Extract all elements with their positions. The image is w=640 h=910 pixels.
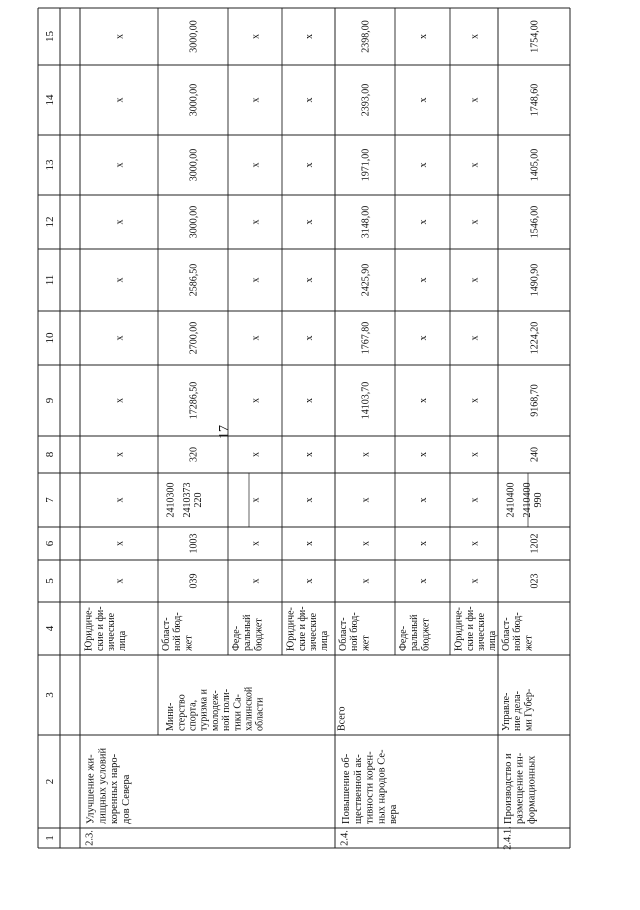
- cell-col10-line: x: [304, 335, 315, 341]
- cell-col10-line: 1767,80: [360, 321, 372, 355]
- cell-col11: [361, 264, 372, 297]
- funding-source-line: жет: [523, 635, 535, 651]
- cell-col5-line: x: [360, 578, 372, 584]
- cell-col9-line: 17286,50: [188, 381, 200, 420]
- cell-col14: [304, 98, 315, 103]
- cell-col15-line: x: [250, 34, 262, 39]
- funding-source-line: лица: [319, 630, 331, 651]
- cell-col14: [251, 98, 262, 103]
- cell-col7-line: 2410300: [165, 482, 177, 518]
- cell-col15: [304, 34, 315, 39]
- cell-col11-line: x: [114, 277, 126, 283]
- cell-col12-line: x: [418, 219, 429, 225]
- cell-col6: [189, 534, 200, 554]
- cell-col15-line: x: [418, 34, 429, 39]
- cell-col14-line: 2393,00: [360, 83, 372, 117]
- cell-col7: [506, 483, 517, 518]
- cell-col8: [361, 452, 372, 457]
- cell-col10-line: x: [114, 335, 126, 341]
- column-number-line: 10: [43, 332, 56, 344]
- cell-col11-line: 1490,90: [529, 263, 541, 297]
- cell-col7-line: 990: [533, 492, 545, 508]
- cell-col15: [251, 34, 262, 39]
- cell-col13-line: x: [469, 162, 481, 168]
- cell-col7-line: 220: [193, 492, 205, 508]
- funding-source-line: ские и фи-: [464, 606, 476, 651]
- cell-col14-line: x: [418, 97, 429, 103]
- column-number: [44, 217, 56, 228]
- column-number-line: 9: [43, 397, 56, 404]
- section-title-line: Улучшение жи-: [85, 754, 97, 824]
- cell-col13: [470, 163, 481, 168]
- cell-col12: [189, 206, 200, 239]
- cell-col7: [418, 498, 429, 503]
- cell-col12-line: 3000,00: [188, 205, 200, 239]
- cell-col9: [304, 398, 315, 403]
- cell-col7-line: x: [304, 497, 315, 503]
- funding-source-line: ной бюд-: [349, 612, 361, 651]
- section-number-line: 2.3.: [84, 830, 96, 846]
- column-number-line: 4: [43, 625, 56, 632]
- cell-col5: [189, 574, 200, 589]
- column-number: [44, 625, 56, 631]
- cell-col7-line: 2410400: [505, 482, 517, 518]
- cell-col14: [189, 84, 200, 117]
- cell-col6-line: 1003: [188, 533, 200, 554]
- funding-source: [286, 606, 331, 651]
- cell-col5: [530, 574, 541, 589]
- cell-col6-line: x: [304, 541, 315, 546]
- column-number-line: 15: [43, 31, 56, 42]
- cell-col7-line: x: [250, 497, 262, 503]
- cell-col13: [530, 149, 541, 182]
- funding-source-line: бюджет: [253, 618, 265, 651]
- section-title-line: дов Севера: [120, 774, 132, 824]
- cell-col11-line: x: [418, 277, 429, 283]
- funding-source: [84, 606, 129, 651]
- cell-col12-line: x: [250, 219, 262, 225]
- cell-col6: [115, 541, 126, 546]
- cell-col14: [530, 84, 541, 117]
- executor-line: халинской: [243, 686, 255, 731]
- column-number: [44, 332, 56, 344]
- cell-col9: [361, 382, 372, 420]
- section-title-line: Производство и: [502, 753, 514, 824]
- section-title-line: размещение ин-: [514, 752, 526, 824]
- cell-col6-line: x: [418, 541, 429, 546]
- funding-source-line: ральный: [409, 614, 421, 651]
- cell-col8-line: 320: [188, 447, 200, 462]
- cell-col13: [251, 163, 262, 168]
- cell-col10: [189, 322, 200, 355]
- section-number: [85, 830, 96, 846]
- section-title-line: Повышение об-: [341, 753, 353, 824]
- cell-col6: [251, 541, 262, 546]
- cell-col11: [530, 264, 541, 297]
- cell-col13: [418, 163, 429, 168]
- funding-source-line: зические: [106, 612, 117, 651]
- cell-col13: [361, 149, 372, 182]
- section-title: [86, 748, 132, 824]
- cell-col6: [361, 541, 372, 546]
- cell-col5-line: 023: [529, 573, 541, 589]
- funding-source-line: ские и фи-: [94, 606, 106, 651]
- cell-col11: [470, 278, 481, 283]
- cell-col10: [115, 336, 126, 341]
- funding-source-line: ной бюд-: [512, 612, 524, 651]
- cell-col9-line: x: [250, 398, 262, 403]
- cell-col12: [418, 220, 429, 225]
- cell-col7: [251, 498, 262, 503]
- executor-line: ние дела-: [512, 691, 524, 731]
- cell-col12-line: x: [469, 219, 481, 225]
- cell-col10-line: 2700,00: [188, 321, 200, 355]
- executor-line: ми Губер-: [523, 688, 535, 731]
- cell-col11: [304, 278, 315, 283]
- cell-col10: [470, 336, 481, 341]
- cell-col10-line: x: [250, 335, 262, 341]
- cell-col10: [530, 322, 541, 355]
- column-number-line: 8: [43, 451, 56, 458]
- cell-col8: [530, 447, 541, 462]
- cell-col6-line: x: [469, 541, 481, 546]
- cell-col9-line: 14103,70: [360, 381, 372, 420]
- funding-source: [161, 612, 194, 652]
- cell-col5: [251, 579, 262, 584]
- cell-col15: [361, 20, 372, 53]
- section-title-line: лищных условий: [97, 747, 109, 824]
- cell-col7-line: x: [360, 497, 372, 503]
- cell-col14: [115, 98, 126, 103]
- funding-source-line: ральный: [242, 614, 254, 651]
- cell-col11: [418, 278, 429, 283]
- cell-col5: [361, 579, 372, 584]
- cell-col12-line: x: [304, 219, 315, 225]
- column-number: [44, 31, 56, 43]
- cell-col14: [361, 84, 372, 117]
- cell-col8-line: x: [250, 452, 262, 457]
- cell-col12-line: 1546,00: [529, 205, 541, 239]
- column-number: [44, 540, 56, 546]
- cell-col5-line: x: [114, 578, 126, 584]
- funding-source: [231, 614, 264, 651]
- executor-line: Управле-: [500, 692, 512, 731]
- cell-col6: [530, 534, 541, 554]
- funding-source-line: Юридиче-: [83, 607, 95, 651]
- cell-col11-line: 2425,90: [360, 263, 372, 297]
- column-number: [44, 692, 56, 698]
- cell-col11-line: x: [250, 277, 262, 283]
- cell-col13-line: x: [304, 162, 315, 168]
- section-title-line: щественной ак-: [352, 754, 364, 824]
- cell-col7: [361, 498, 372, 503]
- executor-line: спорта,: [187, 699, 199, 731]
- funding-source-line: жет: [360, 635, 372, 651]
- cell-col6-line: x: [114, 541, 126, 546]
- section-number: [503, 826, 514, 850]
- cell-col7-line: x: [114, 497, 126, 503]
- executor: [165, 686, 266, 731]
- cell-col14-line: x: [469, 97, 481, 103]
- cell-col9-line: 9168,70: [529, 384, 541, 417]
- cell-col7-line: 2410400: [521, 482, 533, 518]
- funding-source-line: зические: [476, 612, 487, 651]
- cell-col15-line: x: [304, 34, 315, 39]
- cell-col9-line: x: [304, 398, 315, 403]
- funding-source-line: Феде-: [230, 625, 242, 651]
- cell-col8-line: x: [360, 452, 372, 457]
- cell-col10: [304, 336, 315, 341]
- funding-source-line: Феде-: [397, 625, 409, 651]
- cell-col6: [418, 541, 429, 546]
- cell-col13: [115, 163, 126, 168]
- cell-col11: [115, 278, 126, 283]
- section-number-line: 2.4.1.: [502, 826, 514, 850]
- cell-col9-line: x: [418, 398, 429, 403]
- executor-line: туризма и: [198, 689, 210, 731]
- cell-col9: [115, 398, 126, 403]
- cell-col15-line: 1754,00: [529, 20, 541, 53]
- section-title-line: коренных наро-: [109, 753, 121, 824]
- funding-source-line: зические: [308, 612, 319, 651]
- cell-col12: [361, 206, 372, 239]
- cell-col15: [530, 20, 541, 53]
- cell-col9-line: x: [114, 398, 126, 403]
- cell-col10-line: 1224,20: [529, 321, 541, 355]
- cell-col13-line: x: [418, 162, 429, 168]
- executor-line: молодеж-: [209, 690, 221, 731]
- cell-col8: [470, 452, 481, 457]
- cell-col7: [166, 483, 177, 518]
- cell-col7: [182, 483, 204, 518]
- column-number-line: 7: [43, 497, 56, 503]
- cell-col10-line: x: [469, 335, 481, 341]
- column-number-line: 14: [43, 94, 56, 106]
- cell-col5: [470, 579, 481, 584]
- cell-col6-line: x: [360, 541, 372, 546]
- cell-col7: [522, 483, 544, 518]
- cell-col12: [251, 220, 262, 225]
- cell-col15: [418, 34, 429, 39]
- table-grid: [38, 8, 570, 848]
- cell-col12: [530, 206, 541, 239]
- executor: [337, 706, 348, 731]
- cell-col8-line: x: [469, 452, 481, 457]
- cell-col7: [304, 498, 315, 503]
- cell-col14-line: x: [304, 97, 315, 103]
- cell-col5-line: 039: [188, 573, 200, 589]
- cell-col5: [304, 579, 315, 584]
- section-title: [341, 749, 399, 824]
- funding-source-line: бюджет: [420, 618, 432, 651]
- cell-col12: [470, 220, 481, 225]
- funding-source-line: Област-: [500, 617, 512, 651]
- section-number-line: 2.4.: [339, 830, 351, 846]
- cell-col5-line: x: [469, 578, 481, 584]
- column-number: [44, 835, 56, 841]
- funding-source: [398, 614, 431, 651]
- cell-col12-line: 3148,00: [360, 205, 372, 239]
- cell-col15-line: 3000,00: [188, 20, 200, 53]
- executor-line: области: [254, 697, 266, 731]
- cell-col15: [115, 34, 126, 39]
- cell-col13-line: 1971,00: [360, 148, 372, 182]
- table-cells: [44, 20, 544, 850]
- column-number: [44, 779, 56, 785]
- cell-col8-line: 240: [529, 447, 541, 462]
- executor-line: тики Са-: [232, 694, 244, 731]
- cell-col6-line: x: [250, 541, 262, 546]
- cell-col8: [251, 452, 262, 457]
- cell-col10: [361, 322, 372, 355]
- column-number-line: 2: [43, 778, 56, 785]
- cell-col6: [470, 541, 481, 546]
- column-number-line: 6: [43, 540, 56, 547]
- column-number-line: 12: [43, 216, 56, 228]
- cell-col14: [418, 98, 429, 103]
- cell-col7-line: x: [418, 497, 429, 503]
- cell-col13-line: 3000,00: [188, 148, 200, 182]
- cell-col6-line: 1202: [529, 533, 541, 554]
- cell-col9: [470, 398, 481, 403]
- column-number: [44, 94, 56, 106]
- cell-col13-line: x: [250, 162, 262, 168]
- cell-col10: [418, 336, 429, 341]
- cell-col5-line: x: [250, 578, 262, 584]
- column-number-line: 5: [43, 578, 56, 584]
- funding-source-line: Юридиче-: [285, 607, 297, 651]
- column-number-line: 3: [43, 692, 56, 698]
- executor-line: Мини-: [165, 702, 177, 731]
- cell-col12: [304, 220, 315, 225]
- funding-source-line: Област-: [337, 617, 349, 651]
- executor: [501, 689, 534, 731]
- executor-line: Всего: [336, 706, 348, 731]
- section-title-line: вера: [388, 804, 400, 824]
- cell-col13: [189, 149, 200, 182]
- cell-col14-line: 1748,60: [529, 83, 541, 117]
- cell-col15-line: x: [469, 34, 481, 39]
- cell-col15: [470, 34, 481, 39]
- funding-source-line: ские и фи-: [296, 606, 308, 651]
- section-title-line: тивности корен-: [364, 751, 376, 824]
- cell-col12-line: x: [114, 219, 126, 225]
- cell-col14: [470, 98, 481, 103]
- cell-col7-line: x: [469, 497, 481, 503]
- cell-col8-line: x: [304, 452, 315, 457]
- cell-col9: [418, 398, 429, 403]
- cell-col11-line: x: [304, 277, 315, 283]
- cell-col8: [304, 452, 315, 457]
- column-number-line: 11: [43, 274, 56, 286]
- cell-col10: [251, 336, 262, 341]
- cell-col13-line: 1405,00: [529, 148, 541, 182]
- funding-source-line: жет: [183, 635, 195, 651]
- cell-col10-line: x: [418, 335, 429, 341]
- section-title-line: формационных: [526, 755, 538, 824]
- cell-col9: [251, 398, 262, 403]
- cell-col14-line: x: [114, 97, 126, 103]
- cell-col8: [418, 452, 429, 457]
- funding-source-line: лица: [487, 630, 499, 651]
- cell-col15-line: 2398,00: [360, 20, 372, 53]
- cell-col7-line: 2410373: [181, 482, 193, 518]
- funding-source-line: лица: [117, 630, 129, 651]
- cell-col7: [115, 498, 126, 503]
- section-number: [340, 830, 351, 846]
- cell-col15: [189, 20, 200, 53]
- cell-col7: [470, 498, 481, 503]
- cell-col5-line: x: [304, 578, 315, 584]
- cell-col9: [530, 384, 541, 417]
- funding-source-line: Юридиче-: [453, 607, 465, 651]
- column-number-line: 1: [43, 835, 56, 841]
- funding-source-line: ной бюд-: [172, 612, 184, 651]
- cell-col8-line: x: [418, 452, 429, 457]
- cell-col8: [115, 452, 126, 457]
- cell-col11-line: 2586,50: [188, 263, 200, 297]
- funding-source-line: Област-: [160, 617, 172, 651]
- funding-source: [501, 612, 534, 652]
- cell-col6: [304, 541, 315, 546]
- funding-source: [454, 606, 499, 651]
- cell-col9: [189, 382, 200, 420]
- cell-col9-line: x: [469, 398, 481, 403]
- cell-col8: [189, 447, 200, 462]
- column-number: [44, 578, 56, 584]
- column-number: [44, 159, 56, 171]
- cell-col5: [418, 579, 429, 584]
- cell-col5-line: x: [418, 578, 429, 584]
- cell-col12: [115, 220, 126, 225]
- column-number: [44, 275, 56, 286]
- section-title: [503, 752, 538, 824]
- column-number: [44, 397, 56, 403]
- page-number: 17: [217, 425, 232, 439]
- section-title-line: ных народов Се-: [376, 749, 388, 824]
- column-number: [44, 497, 56, 503]
- cell-col11: [189, 264, 200, 297]
- cell-col13-line: x: [114, 162, 126, 168]
- executor-line: стерство: [176, 694, 188, 731]
- column-number-line: 13: [43, 159, 56, 171]
- cell-col5: [115, 579, 126, 584]
- cell-col11: [251, 278, 262, 283]
- cell-col14-line: 3000,00: [188, 83, 200, 117]
- cell-col11-line: x: [469, 277, 481, 283]
- executor-line: ной поли-: [221, 688, 233, 731]
- cell-col14-line: x: [250, 97, 262, 103]
- funding-source: [338, 612, 371, 652]
- cell-col8-line: x: [114, 452, 126, 457]
- cell-col15-line: x: [114, 34, 126, 39]
- cell-col13: [304, 163, 315, 168]
- column-number: [44, 451, 56, 457]
